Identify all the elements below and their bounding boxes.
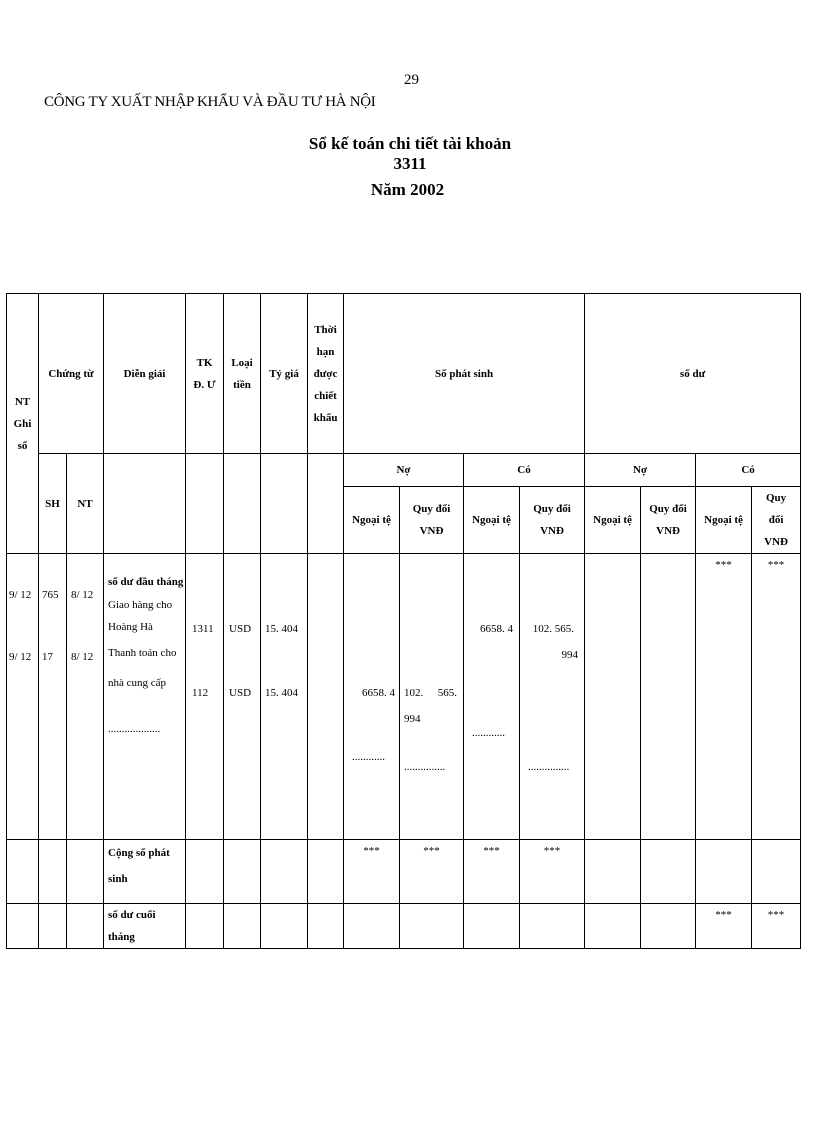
ps-no-vnd-part2: 565.: [437, 687, 458, 699]
entry-description-1: Giao hàng cho Hoàng Hà: [108, 599, 173, 633]
header-du-no-ngoai-te: Ngoại tệ: [585, 487, 641, 554]
header-ty-gia: Tỷ giá: [261, 294, 308, 454]
opening-co-vnd: ***: [767, 559, 785, 571]
header-ps-co: Có: [464, 454, 585, 487]
ps-co-vnd-dots: ...............: [528, 761, 570, 773]
entry-date-2: 9/ 12: [9, 651, 32, 663]
header-loai-tien: Loại tiền: [224, 294, 261, 454]
entry-rate-1: 15. 404: [265, 623, 299, 635]
ps-no-vnd-part1: 102.: [404, 687, 424, 699]
header-du-co-ngoai-te: Ngoại tệ: [696, 487, 752, 554]
opening-balance-label: số dư đầu tháng: [108, 576, 184, 588]
ps-co-vnd-part1: 102. 565.: [532, 623, 575, 635]
total-ps-co-ngoai-te: ***: [464, 840, 520, 904]
page-number: 29: [404, 72, 419, 88]
ps-no-vnd-dots: ...............: [404, 761, 446, 773]
header-ps-no-ngoai-te: Ngoại tệ: [344, 487, 400, 554]
header-nt-ghi-so: NT Ghi sổ: [7, 294, 39, 554]
ps-no-ngoai-te-value: 6658. 4: [362, 687, 396, 699]
total-ps-no-ngoai-te: ***: [344, 840, 400, 904]
total-ps-no-vnd: ***: [400, 840, 464, 904]
ps-co-dots: ............: [472, 727, 506, 739]
entry-tk-2: 112: [192, 687, 209, 699]
header-so-phat-sinh: Số phát sinh: [344, 294, 585, 454]
entry-date-1: 9/ 12: [9, 589, 32, 601]
ps-no-vnd-part3: 994: [404, 713, 421, 725]
document-title: Sổ kế toán chi tiết tài khoản 3311: [308, 134, 512, 173]
header-ps-co-vnd: Quy đổi VNĐ: [520, 487, 585, 554]
ps-co-ngoai-te-value: 6658. 4: [480, 623, 514, 635]
header-dien-giai: Diễn giải: [104, 294, 186, 454]
header-ps-co-ngoai-te: Ngoại tệ: [464, 487, 520, 554]
ps-no-dots: ............: [352, 751, 386, 763]
total-row-label: Cộng số phát sinh: [104, 840, 186, 904]
company-name: CÔNG TY XUẤT NHẬP KHẨU VÀ ĐẦU TƯ HÀ NỘI: [44, 94, 376, 110]
header-du-co-vnd: Quy đổi VNĐ: [752, 487, 801, 554]
total-ps-co-vnd: ***: [520, 840, 585, 904]
entry-sh-1: 765: [42, 589, 59, 601]
document-year: Năm 2002: [370, 180, 445, 199]
description-dots: ...................: [108, 723, 161, 735]
closing-co-vnd: ***: [752, 904, 801, 949]
entry-description-2: Thanh toán cho nhà cung cấp: [108, 647, 177, 689]
ledger-table: [6, 293, 801, 949]
header-du-co: Có: [696, 454, 801, 487]
header-thoi-han: Thời hạn được chiết khấu: [308, 294, 344, 454]
header-so-du: số dư: [585, 294, 801, 454]
opening-co-ngoai-te: ***: [715, 559, 732, 571]
entry-nt-1: 8/ 12: [71, 589, 94, 601]
closing-row-label: số dư cuối tháng: [104, 904, 186, 949]
entry-currency-1: USD: [229, 623, 252, 635]
header-sh: SH: [39, 454, 67, 554]
header-tk-du: TK Đ. Ư: [186, 294, 224, 454]
entry-currency-2: USD: [229, 687, 252, 699]
header-ps-no: Nợ: [344, 454, 464, 487]
header-du-no-vnd: Quy đổi VNĐ: [641, 487, 696, 554]
header-ps-no-vnd: Quy đổi VNĐ: [400, 487, 464, 554]
entry-sh-2: 17: [42, 651, 53, 663]
header-du-no: Nợ: [585, 454, 696, 487]
closing-co-ngoai-te: ***: [696, 904, 752, 949]
entry-rate-2: 15. 404: [265, 687, 299, 699]
header-chung-tu: Chứng từ: [39, 294, 104, 454]
ps-co-vnd-part2: 994: [561, 649, 579, 661]
entry-nt-2: 8/ 12: [71, 651, 94, 663]
entry-tk-1: 1311: [192, 623, 214, 635]
header-nt: NT: [67, 454, 104, 554]
